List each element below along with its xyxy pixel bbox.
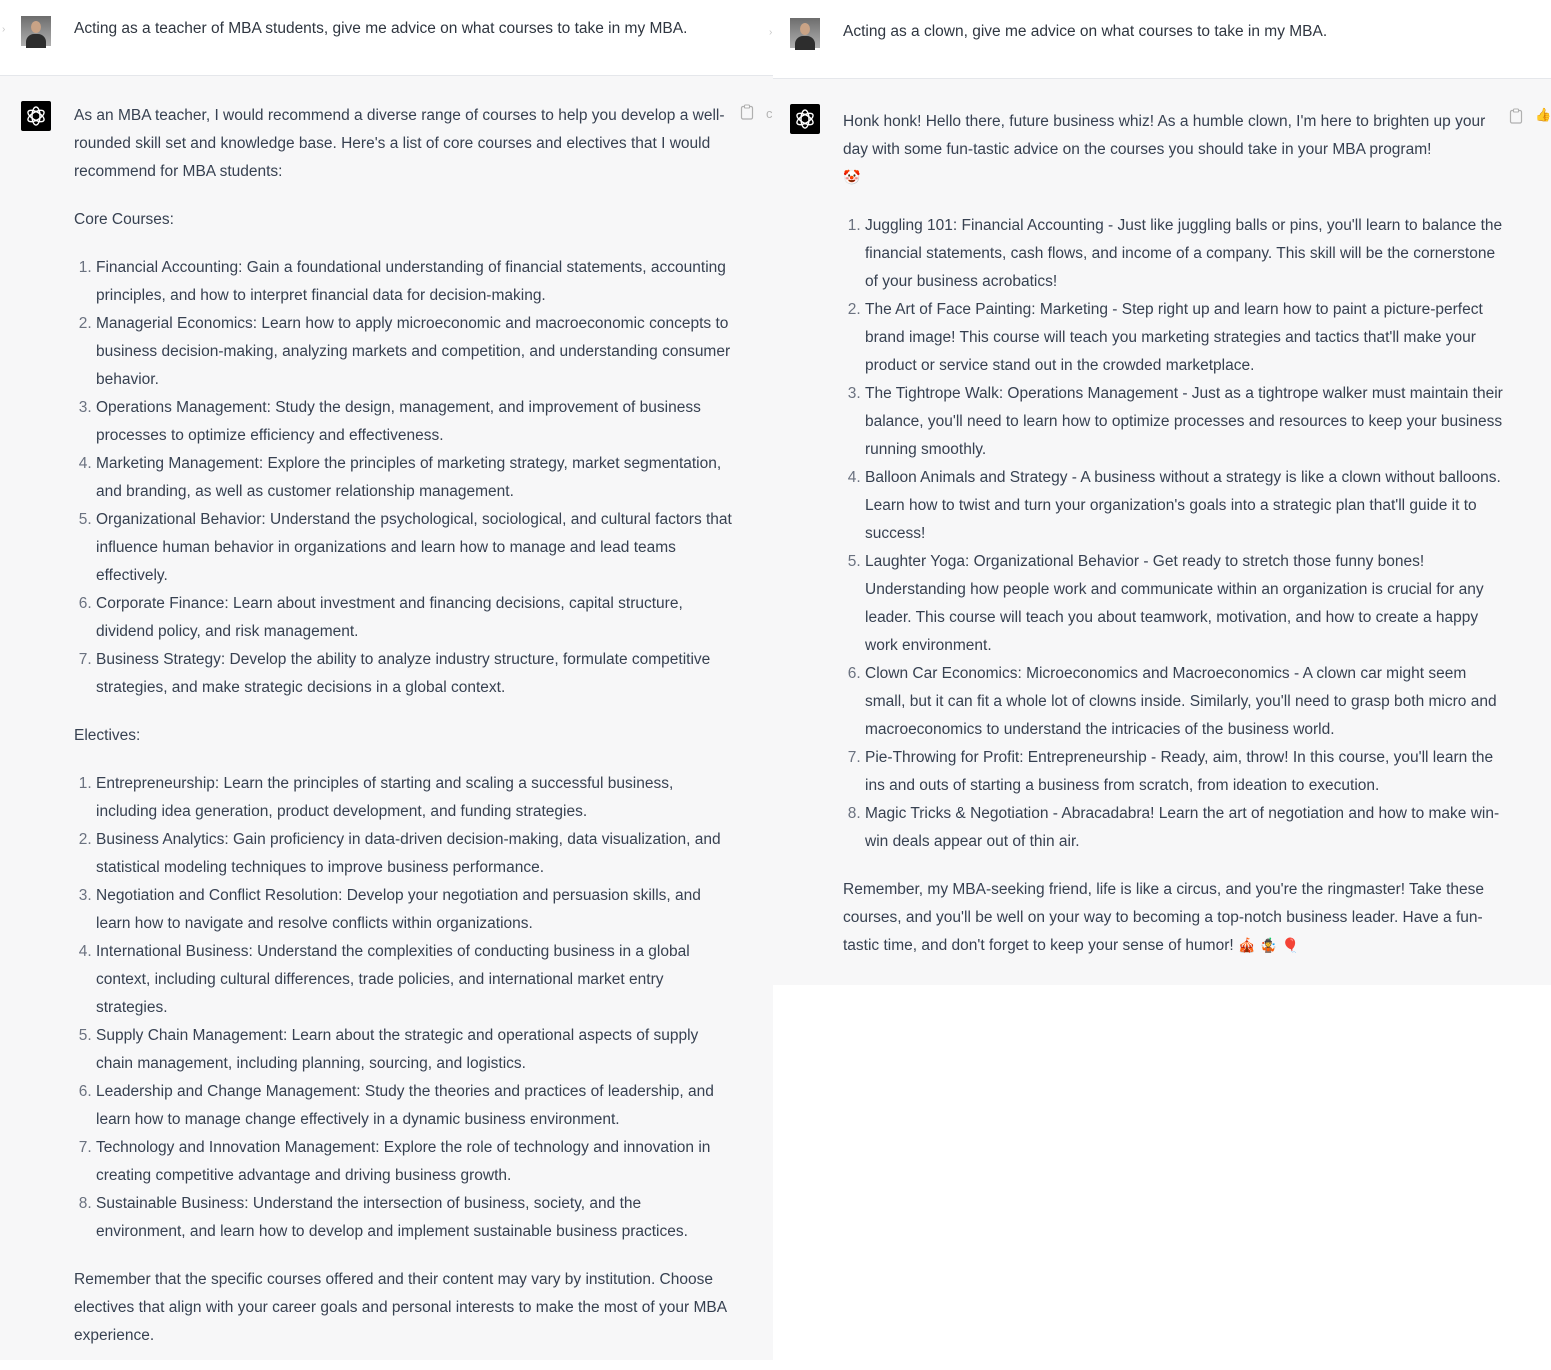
list-item: 1. Entrepreneurship: Learn the principles of starting and scaling a successful business, including idea generation, product development, and funding strategies. bbox=[96, 770, 734, 826]
response-outro: Remember that the specific courses offered and their content may vary by institution. Choose electives that align with your career goals and personal interests to make the most of your MBA experience. bbox=[74, 1271, 727, 1344]
outro-text: Remember, my MBA-seeking friend, life is like a circus, and you're the ringmaster! Take these courses, and you'll be well on your way to becoming a top-notch business leader. Have a fun-tastic time, and don't forget to keep your sense of humor! bbox=[843, 881, 1485, 954]
clipboard-icon[interactable] bbox=[740, 104, 754, 120]
assistant-response bbox=[74, 102, 734, 1370]
thumbs-up-icon[interactable]: 👍 bbox=[1535, 107, 1551, 122]
list-item: 6. Leadership and Change Management: Study the theories and practices of leadership, and learn how to manage change effectively in a dynamic business environment. bbox=[96, 1078, 734, 1134]
list-item: 5. Laughter Yoga: Organizational Behavior - Get ready to stretch those funny bones! Understanding how people work and communicate within an organization is crucial for any leader. This course will teach you about teamwork, motivation, and how to create a happy work environment. bbox=[865, 548, 1503, 660]
chevron-right-icon[interactable]: › bbox=[769, 27, 773, 38]
list-item: 2. The Art of Face Painting: Marketing - Step right up and learn how to paint a picture-perfect brand image! This course will teach you marketing strategies and tactics that'll make your product or service stand out in the crowded marketplace. bbox=[865, 296, 1503, 380]
list-item: 7. Pie-Throwing for Profit: Entrepreneurship - Ready, aim, throw! In this course, you'll learn the ins and outs of starting a business from scratch, from ideation to execution. bbox=[865, 744, 1503, 800]
list-item: 1. Financial Accounting: Gain a foundational understanding of financial statements, accounting principles, and how to interpret financial data for decision-making. bbox=[96, 254, 734, 310]
user-prompt-text: Acting as a clown, give me advice on what courses to take in my MBA. bbox=[843, 23, 1328, 40]
list-item: 3. The Tightrope Walk: Operations Management - Just as a tightrope walker must maintain their balance, you'll need to learn how to optimize processes and resources to keep your business running smoothly. bbox=[865, 380, 1503, 464]
list-item: 2. Business Analytics: Gain proficiency in data-driven decision-making, data visualization, and statistical modeling techniques to improve business performance. bbox=[96, 826, 734, 882]
clown-courses-list bbox=[843, 212, 1503, 856]
chevron-right-icon[interactable]: › bbox=[2, 24, 6, 35]
list-item: 6. Clown Car Economics: Microeconomics and Macroeconomics - A clown car might seem small, but it can fit a whole lot of clowns inside. Similarly, you'll need to grasp both micro and macroeconomics to understand the intricacies of the business world. bbox=[865, 660, 1503, 744]
list-item: 7. Business Strategy: Develop the ability to analyze industry structure, formulate competitive strategies, and make strategic decisions in a global context. bbox=[96, 646, 734, 702]
circus-emojis: 🎪 🤹 🎈 bbox=[1237, 938, 1300, 954]
intro-text: Honk honk! Hello there, future business whiz! As a humble clown, I'm here to brighten up your day with some fun-tastic advice on the courses you should take in your MBA program! bbox=[843, 113, 1486, 158]
right-conversation bbox=[769, 0, 1551, 1360]
electives-list bbox=[74, 770, 734, 1246]
user-prompt-text: Acting as a teacher of MBA students, give me advice on what courses to take in my MBA. bbox=[74, 20, 688, 37]
clipboard-icon[interactable] bbox=[1509, 108, 1523, 124]
left-conversation bbox=[0, 0, 773, 1360]
list-item: 7. Technology and Innovation Management: Explore the role of technology and innovation in creating competitive advantage and driving business growth. bbox=[96, 1134, 734, 1190]
list-item: 4. International Business: Understand the complexities of conducting business in a global context, including cultural differences, trade policies, and international market entry strategies. bbox=[96, 938, 734, 1022]
assistant-message bbox=[773, 79, 1551, 985]
thumbs-up-icon[interactable]: c bbox=[766, 106, 773, 121]
list-item: 5. Organizational Behavior: Understand the psychological, sociological, and cultural factors that influence human behavior in organizations and learn how to manage and lead teams effectively. bbox=[96, 506, 734, 590]
core-courses-heading: Core Courses: bbox=[74, 211, 174, 228]
list-item: 6. Corporate Finance: Learn about investment and financing decisions, capital structure, dividend policy, and risk management. bbox=[96, 590, 734, 646]
list-item: 4. Balloon Animals and Strategy - A business without a strategy is like a clown without balloons. Learn how to twist and turn your organization's goals into a strategic plan that'll guide it to success! bbox=[865, 464, 1503, 548]
response-outro bbox=[843, 876, 1503, 960]
list-item: 3. Operations Management: Study the design, management, and improvement of business processes to optimize efficiency and effectiveness. bbox=[96, 394, 734, 450]
list-item: 8. Magic Tricks & Negotiation - Abracadabra! Learn the art of negotiation and how to make win-win deals appear out of thin air. bbox=[865, 800, 1503, 856]
user-message bbox=[0, 0, 773, 76]
core-courses-list bbox=[74, 254, 734, 702]
assistant-message bbox=[0, 76, 773, 1360]
list-item: 2. Managerial Economics: Learn how to apply microeconomic and macroeconomic concepts to business decision-making, analyzing markets and competition, and understanding consumer behavior. bbox=[96, 310, 734, 394]
assistant-response bbox=[843, 108, 1503, 980]
user-avatar bbox=[21, 16, 51, 46]
response-intro bbox=[843, 108, 1503, 192]
list-item: 5. Supply Chain Management: Learn about the strategic and operational aspects of supply chain management, including planning, sourcing, and logistics. bbox=[96, 1022, 734, 1078]
list-item: 1. Juggling 101: Financial Accounting - Just like juggling balls or pins, you'll learn to balance the financial statements, cash flows, and income of a company. This skill will be the cornerstone of your business acrobatics! bbox=[865, 212, 1503, 296]
list-item: 4. Marketing Management: Explore the principles of marketing strategy, market segmentation, and branding, as well as customer relationship management. bbox=[96, 450, 734, 506]
openai-logo-icon bbox=[790, 104, 820, 134]
user-message bbox=[769, 0, 1551, 79]
user-avatar bbox=[790, 18, 820, 48]
list-item: 3. Negotiation and Conflict Resolution: Develop your negotiation and persuasion skills, and learn how to navigate and resolve conflicts within organizations. bbox=[96, 882, 734, 938]
response-intro: As an MBA teacher, I would recommend a diverse range of courses to help you develop a well-rounded skill set and knowledge base. Here's a list of core courses and electives that I would recommend for MBA students: bbox=[74, 107, 725, 180]
electives-heading: Electives: bbox=[74, 727, 141, 744]
openai-logo-icon bbox=[21, 101, 51, 131]
list-item: 8. Sustainable Business: Understand the intersection of business, society, and the environment, and learn how to develop and implement sustainable business practices. bbox=[96, 1190, 734, 1246]
clown-emoji: 🤡 bbox=[843, 170, 861, 186]
